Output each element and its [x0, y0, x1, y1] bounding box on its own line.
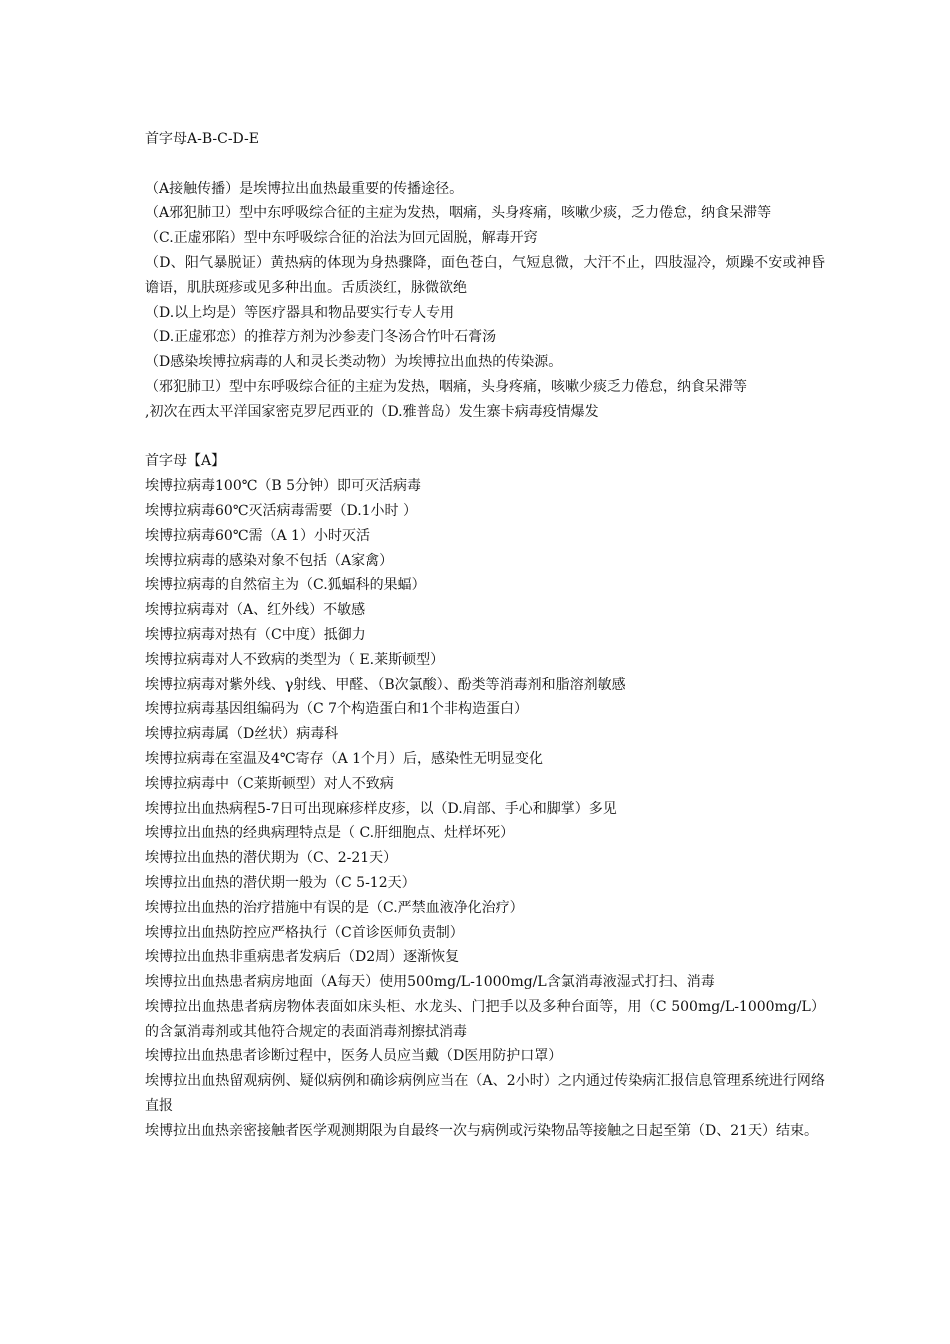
- entry-line: 埃博拉病毒100℃（B 5分钟）即可灭活病毒: [145, 478, 422, 495]
- entry-line: 埃博拉出血热亲密接触者医学观测期限为自最终一次与病例或污染物品等接触之日起至第（D、21天）结束。: [145, 1122, 819, 1139]
- entry-line: （邪犯肺卫）型中东呼吸综合征的主症为发热，咽痛，头身疼痛，咳嗽少痰乏力倦怠，纳食呆滞等: [145, 378, 747, 395]
- entry-line: 埃博拉病毒对（A、红外线）不敏感: [145, 602, 366, 619]
- spacer: [145, 425, 825, 450]
- entry-line: 埃博拉病毒在室温及4℃寄存（A 1个月）后，感染性无明显变化: [145, 750, 544, 767]
- entry-line: 埃博拉出血热的经典病理特点是（ C.肝细胞点、灶样坏死）: [145, 825, 515, 842]
- entry-line: （D.以上均是）等医疗器具和物品要实行专人专用: [145, 304, 455, 321]
- section-heading-a: 首字母【A】: [145, 453, 226, 470]
- entry-line: （D.正虚邪恋）的推荐方剂为沙参麦门冬汤合竹叶石膏汤: [145, 329, 497, 346]
- entry-line: 埃博拉病毒的感染对象不包括（A家禽）: [145, 552, 394, 569]
- section-heading-abcde: 首字母A-B-C-D-E: [145, 131, 259, 147]
- entry-line: 埃博拉病毒中（C莱斯顿型）对人不致病: [145, 775, 394, 792]
- entry-line: 埃博拉病毒对紫外线、γ射线、甲醛、（B次氯酸）、酚类等消毒剂和脂溶剂敏感: [145, 676, 626, 693]
- entry-line: 埃博拉病毒60℃需（A 1）小时灭活: [145, 527, 370, 544]
- entry-line: （C.正虚邪陷）型中东呼吸综合征的治法为回元固脱，解毒开窍: [145, 230, 538, 247]
- entry-line: 埃博拉出血热患者诊断过程中，医务人员应当戴（D医用防护口罩）: [145, 1048, 563, 1065]
- entry-line: （D感染埃博拉病毒的人和灵长类动物）为埃博拉出血热的传染源。: [145, 354, 563, 371]
- entry-line: （A邪犯肺卫）型中东呼吸综合征的主症为发热，咽痛，头身疼痛，咳嗽少痰，乏力倦怠，纳食呆滞等: [145, 205, 772, 222]
- entry-line: 埃博拉出血热患者病房地面（A每天）使用500mg/L-1000mg/L含氯消毒液湿式打扫、消毒: [145, 974, 715, 991]
- entry-line: 埃博拉病毒对人不致病的类型为（ E.莱斯顿型）: [145, 651, 445, 668]
- document-page: [145, 127, 825, 1144]
- entry-line: （A接触传播）是埃博拉出血热最重要的传播途径。: [145, 180, 464, 197]
- entry-line: 埃博拉出血热病程5-7日可出现麻疹样皮疹，以（D.肩部、手心和脚掌）多见: [145, 800, 617, 817]
- entry-line: ,初次在西太平洋国家密克罗尼西亚的（D.雅普岛）发生寨卡病毒疫情爆发: [145, 403, 599, 420]
- entry-line: 埃博拉出血热防控应严格执行（C首诊医师负责制）: [145, 924, 464, 941]
- entry-line: 埃博拉病毒60℃灭活病毒需要（D.1小时 ）: [145, 502, 418, 519]
- entry-line: 埃博拉出血热的潜伏期一般为（C 5-12天）: [145, 874, 416, 891]
- spacer: [145, 152, 825, 177]
- entry-line: 埃博拉病毒属（D丝状）病毒科: [145, 726, 339, 743]
- entry-line: 埃博拉病毒对热有（C中度）抵御力: [145, 626, 366, 643]
- entry-line: 埃博拉出血热患者病房物体表面如床头柜、水龙头、门把手以及多种台面等，用（C 500mg/L-1000mg/L）的含氯消毒剂或其他符合规定的表面消毒剂擦拭消毒: [145, 998, 825, 1040]
- entry-line: 埃博拉病毒基因组编码为（C 7个构造蛋白和1个非构造蛋白）: [145, 701, 528, 718]
- entry-line: 埃博拉出血热非重病患者发病后（D2周）逐渐恢复: [145, 949, 460, 966]
- entry-line: 埃博拉出血热留观病例、疑似病例和确诊病例应当在（A、2小时）之内通过传染病汇报信息管理系统进行网络直报: [145, 1073, 825, 1115]
- entry-line: 埃博拉病毒的自然宿主为（C.狐蝠科的果蝠）: [145, 577, 426, 594]
- entry-line: 埃博拉出血热的潜伏期为（C、2-21天）: [145, 850, 398, 867]
- entry-line: 埃博拉出血热的治疗措施中有误的是（C.严禁血液净化治疗）: [145, 899, 524, 916]
- entry-line: （D、阳气暴脱证）黄热病的体现为身热骤降，面色苍白，气短息微，大汗不止，四肢湿冷，烦躁不安或神昏谵语，肌肤斑疹或见多种出血。舌质淡红，脉微欲绝: [145, 254, 825, 296]
